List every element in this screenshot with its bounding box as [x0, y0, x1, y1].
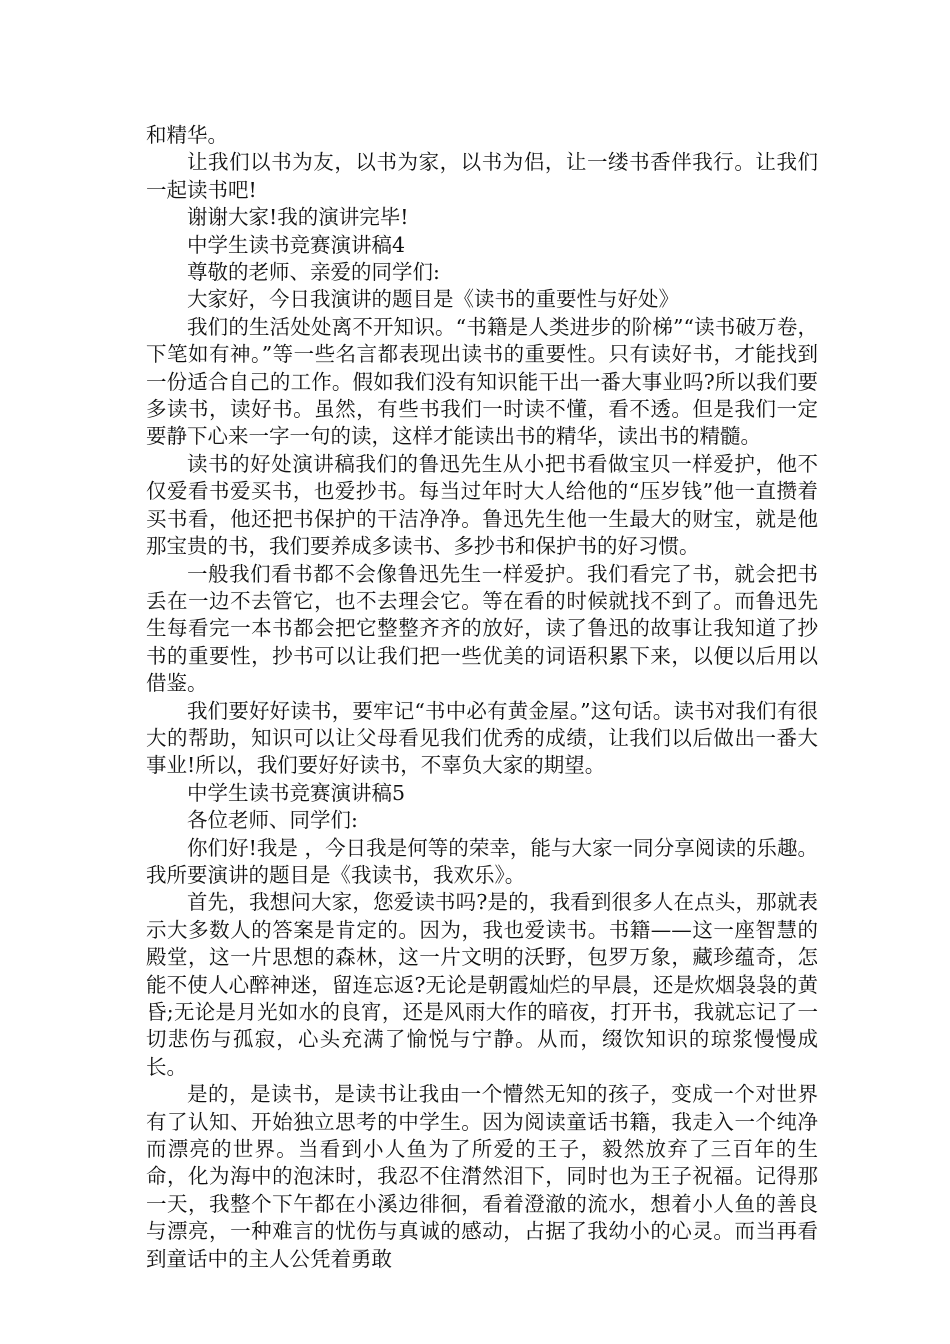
section-heading: 中学生读书竞赛演讲稿4 [187, 232, 406, 257]
paragraph: 各位老师、同学们: [187, 808, 358, 833]
paragraph: 让我们以书为友，以书为家，以书为侣，让一缕书香伴我行。让我们一起读书吧! [146, 150, 818, 202]
paragraph: 大家好，今日我演讲的题目是《读书的重要性与好处》 [187, 287, 679, 312]
paragraph: 我们的生活处处离不开知识。“书籍是人类进步的阶梯”“读书破万卷，下笔如有神。”等一些名言都表现出读书的重要性。只有读好书，才能找到一份适合自己的工作。假如我们没有知识能干出一番大事业吗?所以我们要多读书，读好书。虽然，有些书我们一时读不懂，看不透。但是我们一定要静下心来一字一句的读，这样才能读出书的精华，读出书的精髓。 [146, 314, 818, 449]
paragraph: 尊敬的老师、亲爱的同学们: [187, 260, 440, 285]
paragraph: 谢谢大家!我的演讲完毕! [187, 205, 409, 230]
paragraph: 你们好!我是 ，今日我是何等的荣幸，能与大家一同分享阅读的乐趣。我所要演讲的题目是《我读书，我欢乐》。 [146, 835, 818, 887]
section-heading: 中学生读书竞赛演讲稿5 [187, 780, 406, 805]
paragraph: 一般我们看书都不会像鲁迅先生一样爱护。我们看完了书，就会把书丢在一边不去管它，也不去理会它。等在看的时候就找不到了。而鲁迅先生每看完一本书都会把它整整齐齐的放好，读了鲁迅的故事让我知道了抄书的重要性，抄书可以让我们把一些优美的词语积累下来，以便以后用以借鉴。 [146, 561, 818, 696]
paragraph: 首先，我想问大家，您爱读书吗?是的，我看到很多人在点头，那就表示大多数人的答案是肯定的。因为，我也爱读书。书籍——这一座智慧的殿堂，这一片思想的森林，这一片文明的沃野，包罗万象，藏珍蕴奇，怎能不使人心醉神迷，留连忘返?无论是朝霞灿烂的早晨，还是炊烟袅袅的黄昏;无论是月光如水的良宵，还是风雨大作的暗夜，打开书，我就忘记了一切悲伤与孤寂，心头充满了愉悦与宁静。从而，缀饮知识的琼浆慢慢成长。 [146, 890, 818, 1079]
paragraph: 我们要好好读书，要牢记“书中必有黄金屋。”这句话。读书对我们有很大的帮助，知识可以让父母看见我们优秀的成绩，让我们以后做出一番大事业!所以，我们要好好读书，不辜负大家的期望。 [146, 698, 818, 778]
paragraph: 是的，是读书，是读书让我由一个懵然无知的孩子，变成一个对世界有了认知、开始独立思考的中学生。因为阅读童话书籍，我走入一个纯净而漂亮的世界。当看到小人鱼为了所爱的王子，毅然放弃了三百年的生命，化为海中的泡沫时，我忍不住潸然泪下，同时也为王子祝福。记得那一天，我整个下午都在小溪边徘徊，看着澄澈的流水，想着小人鱼的善良与漂亮，一种难言的忧伤与真诚的感动，占据了我幼小的心灵。而当再看到童话中的主人公凭着勇敢 [146, 1082, 818, 1271]
paragraph: 和精华。 [146, 123, 228, 147]
document-page [146, 122, 818, 1273]
paragraph: 读书的好处演讲稿我们的鲁迅先生从小把书看做宝贝一样爱护，他不仅爱看书爱买书，也爱抄书。每当过年时大人给他的“压岁钱”他一直攒着买书看，他还把书保护的干洁净净。鲁迅先生他一生最大的财宝，就是他那宝贵的书，我们要养成多读书、多抄书和保护书的好习惯。 [146, 451, 818, 559]
